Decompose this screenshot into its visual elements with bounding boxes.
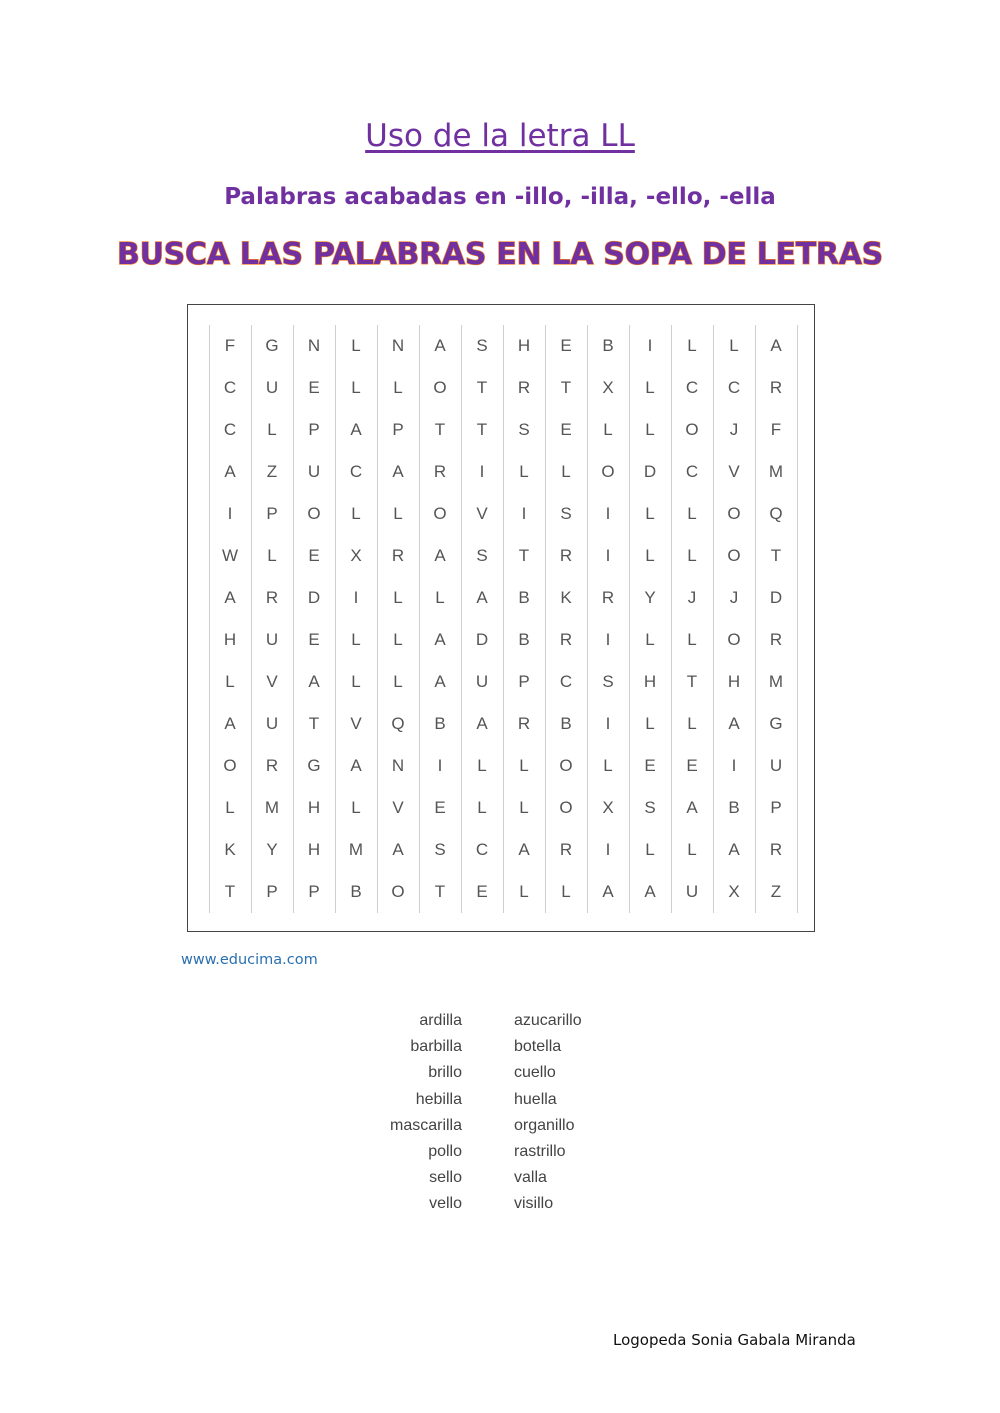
grid-cell[interactable]: L [687,840,697,859]
grid-cell[interactable]: L [645,420,655,439]
grid-cell[interactable]: A [770,336,782,355]
grid-cell[interactable]: U [265,630,279,649]
word-list-item: valla [514,1169,547,1187]
grid-cell[interactable]: T [518,546,530,565]
grid-cell[interactable]: F [224,336,236,355]
grid-cell[interactable]: H [727,672,741,691]
grid-cell[interactable]: B [350,882,362,901]
grid-cell[interactable]: H [223,630,237,649]
page-title: Uso de la letra LL [365,118,635,154]
grid-cell[interactable]: L [687,630,697,649]
grid-cell[interactable]: R [517,378,531,397]
grid-cell[interactable]: L [267,546,277,565]
grid-cell[interactable]: I [647,336,653,355]
grid-cell[interactable]: B [728,798,740,817]
grid-cell[interactable]: L [519,462,529,481]
grid-cell[interactable]: V [728,462,740,481]
grid-cell[interactable]: M [264,798,280,817]
grid-cell[interactable]: H [517,336,531,355]
grid-cell[interactable]: D [769,588,783,607]
grid-cell[interactable]: G [265,336,279,355]
grid-cell[interactable]: O [307,504,321,523]
grid-cell[interactable]: L [351,798,361,817]
grid-cell[interactable]: L [645,504,655,523]
grid-cell[interactable]: S [434,840,446,859]
grid-cell[interactable]: E [308,378,320,397]
grid-cell[interactable]: L [435,588,445,607]
grid-cell[interactable]: Y [266,840,278,859]
grid-cell[interactable]: O [559,798,573,817]
grid-cell[interactable]: D [643,462,657,481]
grid-cell[interactable]: R [769,378,783,397]
word-list-item: organillo [514,1116,575,1134]
grid-cell[interactable]: C [727,378,741,397]
word-list-item: cuello [514,1064,556,1082]
grid-cell[interactable]: A [476,588,488,607]
grid-cell[interactable]: V [266,672,278,691]
grid-cell[interactable]: I [605,630,611,649]
grid-cell[interactable]: S [476,336,488,355]
grid-cell[interactable]: E [308,546,320,565]
grid-cell[interactable]: S [476,546,488,565]
grid-cell[interactable]: V [476,504,488,523]
grid-cell[interactable]: R [433,462,447,481]
grid-cell[interactable]: D [475,630,489,649]
grid-cell[interactable]: L [687,714,697,733]
grid-cell[interactable]: F [770,420,782,439]
grid-cell[interactable]: T [308,714,320,733]
grid-cell[interactable]: T [476,420,488,439]
grid-cell[interactable]: L [225,672,235,691]
word-list-item: mascarilla [389,1116,462,1134]
grid-cell[interactable]: R [559,630,573,649]
grid-cell[interactable]: L [645,840,655,859]
grid-cell[interactable]: X [602,798,614,817]
grid-cell[interactable]: L [687,504,697,523]
grid-cell[interactable]: P [308,882,320,901]
grid-cell[interactable]: B [518,630,530,649]
grid-cell[interactable]: N [391,336,405,355]
grid-cell[interactable]: U [307,462,321,481]
grid-cell[interactable]: L [393,672,403,691]
grid-cell[interactable]: I [605,840,611,859]
grid-cell[interactable]: O [727,546,741,565]
word-search-grid [209,325,797,913]
grid-cell[interactable]: A [224,714,236,733]
grid-cell[interactable]: A [434,672,446,691]
grid-cell[interactable]: Z [770,882,782,901]
grid-cell[interactable]: R [265,756,279,775]
word-list-item: huella [514,1090,557,1108]
grid-cell[interactable]: A [350,420,362,439]
grid-cell[interactable]: M [768,462,784,481]
grid-cell[interactable]: R [265,588,279,607]
grid-cell[interactable]: L [645,546,655,565]
grid-cell[interactable]: L [267,420,277,439]
grid-cell[interactable]: Q [391,714,405,733]
grid-cell[interactable]: I [227,504,233,523]
source-link[interactable]: www.educima.com [181,952,318,968]
grid-cell[interactable]: T [686,672,698,691]
grid-cell[interactable]: U [265,378,279,397]
grid-cell[interactable]: L [729,336,739,355]
word-list-item: vello [429,1195,462,1213]
word-list-item: pollo [428,1143,462,1161]
grid-cell[interactable]: I [521,504,527,523]
word-list-item: brillo [428,1064,462,1082]
grid-cell[interactable]: H [307,798,321,817]
grid-cell[interactable]: P [770,798,782,817]
grid-cell[interactable]: O [433,504,447,523]
grid-cell[interactable]: E [476,882,488,901]
grid-cell[interactable]: L [561,882,571,901]
grid-cell[interactable]: Z [266,462,278,481]
author-credit: Logopeda Sonia Gabala Miranda [613,1331,856,1349]
grid-cell[interactable]: U [685,882,699,901]
grid-cell[interactable]: N [307,336,321,355]
grid-cell[interactable]: R [769,630,783,649]
grid-cell[interactable]: O [433,378,447,397]
grid-cell[interactable]: L [687,336,697,355]
grid-cell[interactable]: V [392,798,404,817]
grid-cell[interactable]: O [223,756,237,775]
grid-cell[interactable]: L [351,336,361,355]
grid-cell[interactable]: U [475,672,489,691]
grid-cell[interactable]: L [393,504,403,523]
grid-cell[interactable]: L [393,630,403,649]
grid-cell[interactable]: L [561,462,571,481]
grid-cell[interactable]: K [560,588,572,607]
grid-cell[interactable]: A [224,588,236,607]
grid-cell[interactable]: L [351,504,361,523]
grid-cell[interactable]: E [560,420,572,439]
grid-cell[interactable]: A [686,798,698,817]
grid-cell[interactable]: C [349,462,363,481]
grid-cell[interactable]: X [728,882,740,901]
grid-cell[interactable]: R [391,546,405,565]
grid-cell[interactable]: J [729,588,739,607]
grid-cell[interactable]: L [603,420,613,439]
grid-cell[interactable]: T [434,420,446,439]
grid-cell[interactable]: J [687,588,697,607]
instruction-heading: BUSCA LAS PALABRAS EN LA SOPA DE LETRAS [117,237,883,272]
grid-cell[interactable]: P [266,504,278,523]
grid-cell[interactable]: L [351,672,361,691]
grid-cell[interactable]: A [434,546,446,565]
grid-cell[interactable]: J [729,420,739,439]
grid-cell[interactable]: A [728,840,740,859]
word-list-item: botella [514,1038,562,1056]
grid-cell[interactable]: O [391,882,405,901]
grid-cell[interactable]: M [348,840,364,859]
grid-cell[interactable]: B [518,588,530,607]
grid-cell[interactable]: I [605,546,611,565]
word-search-frame [187,304,815,932]
grid-cell[interactable]: O [727,630,741,649]
grid-cell[interactable]: S [560,504,572,523]
word-list-item: sello [429,1169,462,1187]
grid-cell[interactable]: U [769,756,783,775]
grid-cell[interactable]: W [221,546,239,565]
grid-cell[interactable]: R [559,546,573,565]
grid-cell[interactable]: L [225,798,235,817]
grid-cell[interactable]: L [393,378,403,397]
grid-cell[interactable]: N [391,756,405,775]
grid-cell[interactable]: I [437,756,443,775]
word-list-item: azucarillo [514,1012,582,1029]
grid-cell[interactable]: C [685,378,699,397]
grid-cell[interactable]: A [644,882,656,901]
grid-cell[interactable]: K [224,840,236,859]
grid-cell[interactable]: L [477,798,487,817]
grid-cell[interactable]: S [602,672,614,691]
grid-cell[interactable]: A [392,840,404,859]
grid-cell[interactable]: H [307,840,321,859]
grid-cell[interactable]: A [434,630,446,649]
grid-cell[interactable]: C [223,378,237,397]
grid-cell[interactable]: A [434,336,446,355]
grid-cell[interactable]: L [519,882,529,901]
grid-cell[interactable]: L [519,756,529,775]
grid-cell[interactable]: A [392,462,404,481]
grid-cell[interactable]: T [476,378,488,397]
grid-cell[interactable]: A [728,714,740,733]
grid-cell[interactable]: X [350,546,362,565]
grid-cell[interactable]: I [605,714,611,733]
grid-cell[interactable]: O [685,420,699,439]
grid-cell[interactable]: L [645,714,655,733]
grid-cell[interactable]: T [770,546,782,565]
grid-cell[interactable]: T [224,882,236,901]
grid-cell[interactable]: P [392,420,404,439]
grid-cell[interactable]: L [393,588,403,607]
grid-cell[interactable]: O [727,504,741,523]
grid-cell[interactable]: L [519,798,529,817]
grid-cell[interactable]: R [559,840,573,859]
grid-cell[interactable]: S [644,798,656,817]
grid-cell[interactable]: A [224,462,236,481]
word-list-left [390,1008,462,1218]
grid-cell[interactable]: E [560,336,572,355]
grid-cell[interactable]: E [644,756,656,775]
grid-cell[interactable]: I [605,504,611,523]
grid-cell[interactable]: S [518,420,530,439]
grid-cell[interactable]: C [475,840,489,859]
grid-cell[interactable]: P [518,672,530,691]
grid-cell[interactable]: I [353,588,359,607]
grid-cell[interactable]: D [307,588,321,607]
grid-cell[interactable]: T [560,378,572,397]
grid-column-line [797,325,798,913]
grid-cell[interactable]: E [686,756,698,775]
word-list-item: rastrillo [514,1143,566,1161]
grid-cell[interactable]: I [731,756,737,775]
grid-cell[interactable]: G [307,756,321,775]
word-list-item: ardilla [419,1012,462,1029]
grid-cell[interactable]: P [266,882,278,901]
grid-cell[interactable]: A [518,840,530,859]
grid-cell[interactable]: Q [769,504,783,523]
grid-cell[interactable]: A [602,882,614,901]
word-list-item: barbilla [410,1038,462,1056]
grid-cell[interactable]: A [308,672,320,691]
grid-cell[interactable]: Y [644,588,656,607]
grid-cell[interactable]: L [687,546,697,565]
grid-cell[interactable]: R [517,714,531,733]
grid-cell[interactable]: B [434,714,446,733]
grid-cell[interactable]: B [602,336,614,355]
grid-cell[interactable]: O [601,462,615,481]
grid-cell[interactable]: V [350,714,362,733]
grid-cell[interactable]: L [477,756,487,775]
page-subtitle: Palabras acabadas en -illo, -illa, -ello, -ella [224,184,776,210]
grid-cell[interactable]: L [351,378,361,397]
grid-cell[interactable]: C [685,462,699,481]
grid-cell[interactable]: H [643,672,657,691]
grid-cell[interactable]: G [769,714,783,733]
grid-cell[interactable]: L [645,378,655,397]
word-list-item: visillo [514,1195,554,1213]
grid-cell[interactable]: C [223,420,237,439]
grid-cell[interactable]: U [265,714,279,733]
grid-cell[interactable]: X [602,378,614,397]
word-list-right [514,1008,582,1218]
grid-cell[interactable]: L [645,630,655,649]
grid-cell[interactable]: C [559,672,573,691]
grid-cell[interactable]: A [476,714,488,733]
grid-cell[interactable]: O [559,756,573,775]
grid-cell[interactable]: L [351,630,361,649]
word-list-item: hebilla [415,1090,462,1108]
grid-cell[interactable]: L [603,756,613,775]
grid-cell[interactable]: E [434,798,446,817]
grid-cell[interactable]: M [768,672,784,691]
grid-cell[interactable]: T [434,882,446,901]
grid-cell[interactable]: P [308,420,320,439]
grid-cell[interactable]: R [769,840,783,859]
grid-cell[interactable]: I [479,462,485,481]
grid-cell[interactable]: R [601,588,615,607]
grid-cell[interactable]: E [308,630,320,649]
grid-cell[interactable]: B [560,714,572,733]
grid-cell[interactable]: A [350,756,362,775]
